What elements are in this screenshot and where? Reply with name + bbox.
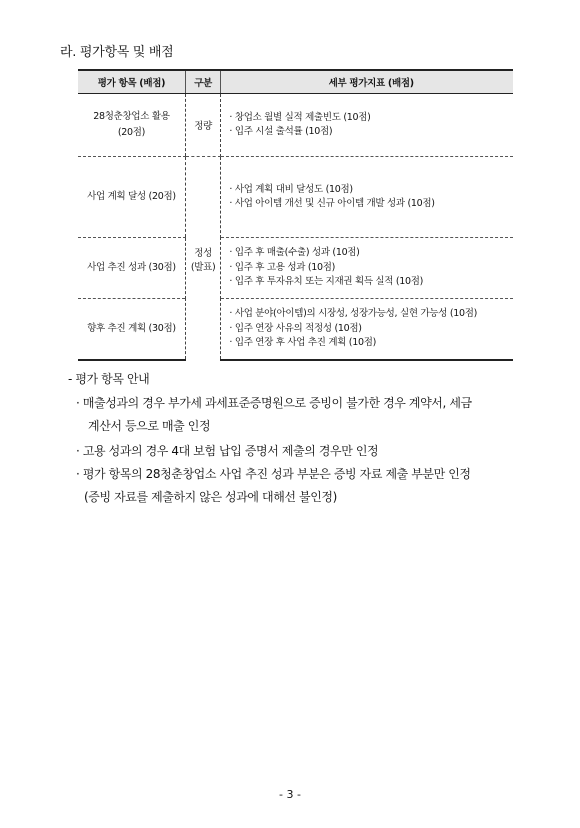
table-row — [78, 157, 513, 238]
table-row — [78, 299, 513, 361]
row-details: · 입주 후 매출(수출) 성과 (10점) · 입주 후 고용 성과 (10점) · 입주 후 투자유치 또는 지재권 획득 실적 (10점) — [221, 238, 513, 299]
row-details: · 사업 계획 대비 달성도 (10점) · 사업 아이템 개선 및 신규 아이템 개발 성과 (10점) — [221, 157, 513, 238]
row-details: · 사업 분야(아이템)의 시장성, 성장가능성, 실현 가능성 (10점) · 입주 연장 사유의 적정성 (10점) · 입주 연장 후 사업 추진 계획 (10점) — [221, 299, 513, 361]
row-details: · 창업소 월별 실적 제출빈도 (10점) · 입주 시설 출석률 (10점) — [221, 94, 513, 157]
header-item: 평가 항목 (배점) — [78, 70, 185, 94]
evaluation-table — [78, 69, 513, 361]
note-item: · 매출성과의 경우 부가세 과세표준증명원으로 증빙이 불가한 경우 계약서, 세금 — [76, 396, 472, 410]
row-item: 향후 추진 계획 (30점) — [78, 299, 185, 361]
row-item: 사업 추진 성과 (30점) — [78, 238, 185, 299]
section-heading: 라. 평가항목 및 배점 — [60, 45, 174, 60]
table-row — [78, 238, 513, 299]
note-item: · 평가 항목의 28청춘창업소 사업 추진 성과 부분은 증빙 자료 제출 부분만 인정 — [76, 467, 471, 481]
merged-category: 정성 (발표) — [185, 157, 221, 361]
note-item: · 고용 성과의 경우 4대 보험 납입 증명서 제출의 경우만 인정 — [76, 444, 379, 458]
page-number: - 3 - — [279, 788, 301, 801]
note-item-continuation: 계산서 등으로 매출 인정 — [88, 419, 211, 433]
row-item: 28청춘창업소 활용 (20점) — [78, 94, 185, 157]
note-item-continuation: (증빙 자료를 제출하지 않은 성과에 대해선 불인정) — [84, 490, 337, 504]
header-details: 세부 평가지표 (배점) — [221, 70, 513, 94]
table-header-row — [78, 70, 513, 94]
table-row — [78, 94, 513, 157]
header-category: 구분 — [185, 70, 221, 94]
row-item: 사업 계획 달성 (20점) — [78, 157, 185, 238]
notes-title: - 평가 항목 안내 — [68, 372, 150, 386]
row-category: 정량 — [185, 94, 221, 157]
